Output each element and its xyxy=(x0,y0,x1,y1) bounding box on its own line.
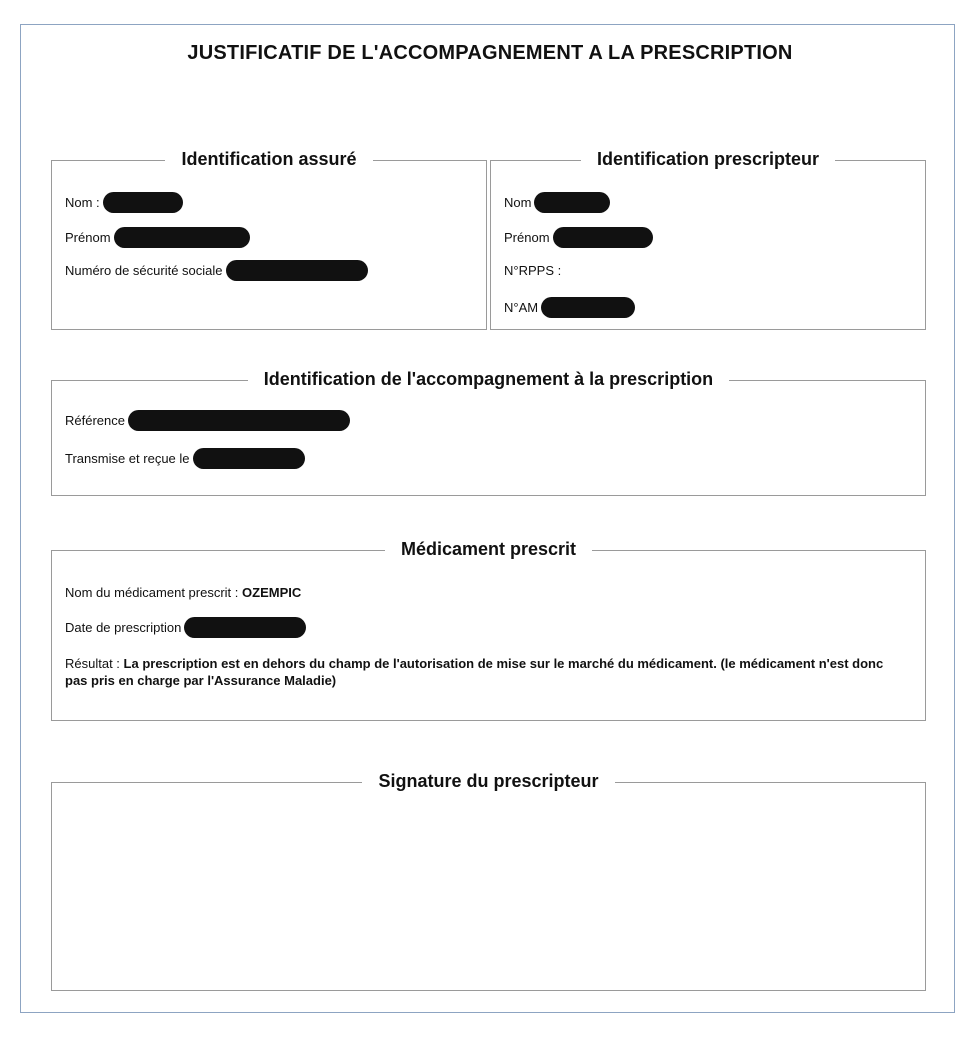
prescriber-am-label: N°AM xyxy=(504,299,539,315)
prescriber-name-row xyxy=(504,193,610,214)
document-title: JUSTIFICATIF DE L'ACCOMPAGNEMENT A LA PRESCRIPTION xyxy=(187,42,793,64)
prescriber-firstname-label: Prénom xyxy=(504,229,550,245)
insured-name-row xyxy=(65,193,183,214)
transmitted-label: Transmise et reçue le xyxy=(65,450,190,466)
redaction-bar xyxy=(114,227,250,248)
redaction-bar xyxy=(103,192,183,213)
medication-name-value: OZEMPIC xyxy=(242,585,302,600)
redaction-bar xyxy=(193,448,305,469)
insured-ssn-row xyxy=(65,261,368,282)
prescription-date-label: Date de prescription xyxy=(65,619,182,635)
result-row xyxy=(65,655,905,689)
prescriber-firstname-row xyxy=(504,228,653,249)
redaction-bar xyxy=(553,227,653,248)
reference-label: Référence xyxy=(65,412,125,428)
redaction-bar xyxy=(184,617,306,638)
medication-name-row xyxy=(65,585,301,600)
insured-firstname-row xyxy=(65,228,250,249)
result-value: La prescription est en dehors du champ de l'autorisation de mise sur le marché du médicament. (le médicament n'est donc pas pris en charge par l'Assurance Maladie) xyxy=(65,656,884,688)
redaction-bar xyxy=(128,410,350,431)
signature-area xyxy=(52,797,925,990)
insured-section-legend: Identification assuré xyxy=(165,149,372,169)
insured-ssn-label: Numéro de sécurité sociale xyxy=(65,262,223,278)
insured-name-label: Nom : xyxy=(65,194,100,210)
signature-section xyxy=(51,771,926,991)
accompaniment-section xyxy=(51,369,926,496)
prescriber-section-legend: Identification prescripteur xyxy=(581,149,835,169)
insured-identification-section xyxy=(51,149,487,330)
medication-name-label: Nom du médicament prescrit : xyxy=(65,585,239,600)
redaction-bar xyxy=(534,192,610,213)
accompaniment-section-legend: Identification de l'accompagnement à la prescription xyxy=(248,369,729,389)
redaction-bar xyxy=(226,260,368,281)
redaction-bar xyxy=(541,297,635,318)
medication-section xyxy=(51,539,926,721)
prescriber-name-label: Nom xyxy=(504,194,532,210)
transmitted-row xyxy=(65,449,305,470)
insured-firstname-label: Prénom xyxy=(65,229,111,245)
result-label: Résultat : xyxy=(65,656,120,671)
medication-section-legend: Médicament prescrit xyxy=(385,539,592,559)
prescriber-identification-section xyxy=(490,149,926,330)
prescriber-rpps-label: N°RPPS : xyxy=(504,263,562,278)
prescriber-rpps-row xyxy=(504,263,561,278)
reference-row xyxy=(65,411,350,432)
prescriber-am-row xyxy=(504,298,635,319)
prescription-date-row xyxy=(65,618,306,639)
signature-section-legend: Signature du prescripteur xyxy=(362,771,614,791)
